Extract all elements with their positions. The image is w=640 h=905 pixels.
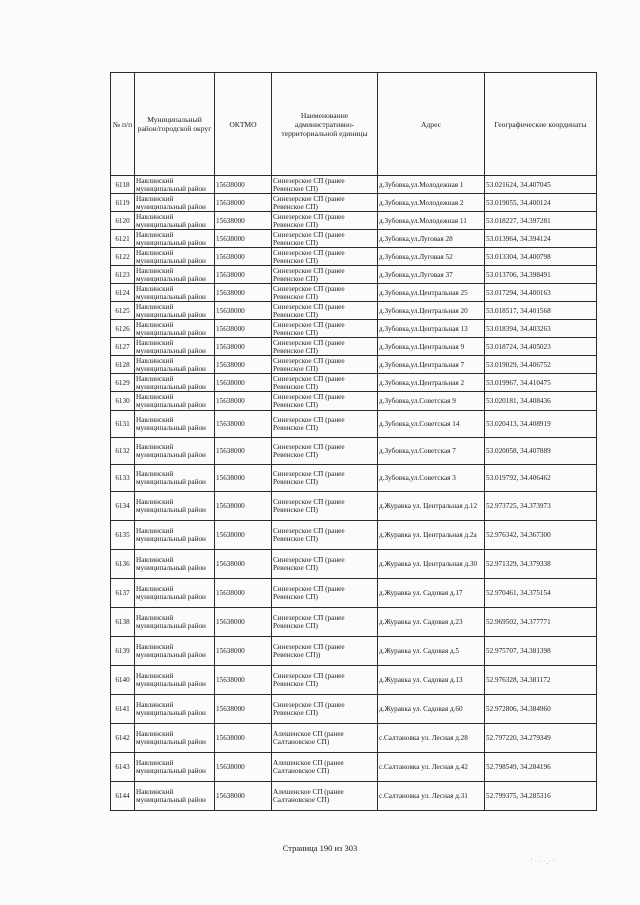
page-number: Страница 190 из 303 [282, 843, 358, 853]
cell-num: 6133 [111, 465, 135, 492]
cell-oktmo: 15638000 [215, 637, 272, 666]
cell-oktmo: 15638000 [215, 753, 272, 782]
cell-num: 6142 [111, 724, 135, 753]
cell-unit: Синезерское СП (ранее Ревенское СП) [272, 695, 378, 724]
cell-address: д.Зубовка,ул.Луговая 52 [378, 248, 485, 266]
cell-unit: Синезерское СП (ранее Ревенское СП)) [272, 637, 378, 666]
cell-coords: 53.018227, 34.397281 [485, 212, 597, 230]
cell-num: 6134 [111, 492, 135, 521]
cell-coords: 53.020413, 34.408919 [485, 411, 597, 438]
cell-unit: Синезерское СП (ранее Ревенское СП) [272, 212, 378, 230]
cell-coords: 53.018724, 34.405023 [485, 338, 597, 356]
cell-address: д.Журавка ул. Центральная д.12 [378, 492, 485, 521]
cell-district: Навлинский муниципальный район [135, 356, 215, 374]
table-row [111, 230, 597, 248]
cell-num: 6139 [111, 637, 135, 666]
cell-address: с.Салтановка ул. Лесная д.31 [378, 782, 485, 811]
cell-num: 6127 [111, 338, 135, 356]
cell-district: Навлинский муниципальный район [135, 753, 215, 782]
header-num: № п/п [111, 73, 135, 176]
table-row [111, 411, 597, 438]
table-row [111, 338, 597, 356]
table-row [111, 492, 597, 521]
table-row [111, 212, 597, 230]
cell-address: д.Зубовка,ул.Советская 7 [378, 438, 485, 465]
cell-oktmo: 15638000 [215, 411, 272, 438]
table-row [111, 320, 597, 338]
table-row [111, 724, 597, 753]
cell-coords: 53.018394, 34.403263 [485, 320, 597, 338]
cell-num: 6140 [111, 666, 135, 695]
cell-coords: 53.018517, 34.401568 [485, 302, 597, 320]
cell-unit: Алешенское СП (ранее Салтановское СП) [272, 782, 378, 811]
cell-unit: Синезерское СП (ранее Ревенское СП) [272, 338, 378, 356]
cell-address: д.Зубовка,ул.Советская 3 [378, 465, 485, 492]
cell-unit: Синезерское СП (ранее Ревенское СП) [272, 374, 378, 392]
cell-num: 6132 [111, 438, 135, 465]
cell-oktmo: 15638000 [215, 695, 272, 724]
cell-address: д.Зубовка,ул.Советская 9 [378, 392, 485, 411]
cell-district: Навлинский муниципальный район [135, 724, 215, 753]
cell-num: 6135 [111, 521, 135, 550]
table-row [111, 356, 597, 374]
cell-district: Навлинский муниципальный район [135, 521, 215, 550]
cell-oktmo: 15638000 [215, 465, 272, 492]
cell-address: д.Зубовка,ул.Молодежная 2 [378, 194, 485, 212]
cell-district: Навлинский муниципальный район [135, 284, 215, 302]
cell-coords: 52.799375, 34.285316 [485, 782, 597, 811]
cell-address: д.Зубовка,ул.Центральная 13 [378, 320, 485, 338]
cell-district: Навлинский муниципальный район [135, 465, 215, 492]
cell-oktmo: 15638000 [215, 521, 272, 550]
cell-district: Навлинский муниципальный район [135, 637, 215, 666]
table-row [111, 695, 597, 724]
cell-district: Навлинский муниципальный район [135, 302, 215, 320]
cell-district: Навлинский муниципальный район [135, 492, 215, 521]
cell-oktmo: 15638000 [215, 194, 272, 212]
cell-num: 6141 [111, 695, 135, 724]
table-row [111, 782, 597, 811]
table-row [111, 284, 597, 302]
cell-oktmo: 15638000 [215, 338, 272, 356]
cell-coords: 52.797220, 34.279349 [485, 724, 597, 753]
cell-num: 6122 [111, 248, 135, 266]
cell-unit: Синезерское СП (ранее Ревенское СП) [272, 465, 378, 492]
cell-address: с.Салтановка ул. Лесная д.42 [378, 753, 485, 782]
cell-coords: 52.969502, 34.377771 [485, 608, 597, 637]
cell-oktmo: 15638000 [215, 302, 272, 320]
table-row [111, 637, 597, 666]
cell-unit: Синезерское СП (ранее Ревенское СП) [272, 392, 378, 411]
cell-district: Навлинский муниципальный район [135, 550, 215, 579]
table-row [111, 302, 597, 320]
cell-district: Навлинский муниципальный район [135, 176, 215, 194]
cell-district: Навлинский муниципальный район [135, 230, 215, 248]
cell-address: д.Журавка ул. Центральная д.2а [378, 521, 485, 550]
cell-address: д.Журавка ул. Садовая д.13 [378, 666, 485, 695]
cell-unit: Синезерское СП (ранее Ревенское СП) [272, 411, 378, 438]
cell-coords: 52.798549, 34.284196 [485, 753, 597, 782]
cell-coords: 53.017294, 34.400163 [485, 284, 597, 302]
cell-coords: 53.020181, 34.408436 [485, 392, 597, 411]
table-row [111, 438, 597, 465]
cell-unit: Синезерское СП (ранее Ревенское СП) [272, 176, 378, 194]
table-row [111, 248, 597, 266]
cell-coords: 52.970461, 34.375154 [485, 579, 597, 608]
cell-address: с.Салтановка ул. Лесная д.28 [378, 724, 485, 753]
cell-coords: 53.019029, 34.406752 [485, 356, 597, 374]
header-oktmo: ОКТМО [215, 73, 272, 176]
cell-oktmo: 15638000 [215, 374, 272, 392]
cell-unit: Синезерское СП (ранее Ревенское СП) [272, 438, 378, 465]
table-header-row [111, 73, 597, 176]
cell-district: Навлинский муниципальный район [135, 695, 215, 724]
cell-district: Навлинский муниципальный район [135, 608, 215, 637]
cell-unit: Синезерское СП (ранее Ревенское СП) [272, 666, 378, 695]
cell-coords: 52.975707, 34.381398 [485, 637, 597, 666]
cell-district: Навлинский муниципальный район [135, 438, 215, 465]
table-body [111, 176, 597, 811]
cell-address: д.Журавка ул. Центральная д.30 [378, 550, 485, 579]
cell-address: д.Зубовка,ул.Центральная 2 [378, 374, 485, 392]
cell-address: д.Зубовка,ул.Центральная 25 [378, 284, 485, 302]
table-row [111, 266, 597, 284]
cell-num: 6119 [111, 194, 135, 212]
cell-address: д.Зубовка,ул.Советская 14 [378, 411, 485, 438]
cell-district: Навлинский муниципальный район [135, 666, 215, 695]
cell-address: д.Зубовка,ул.Молодежная 1 [378, 176, 485, 194]
cell-unit: Синезерское СП (ранее Ревенское СП) [272, 194, 378, 212]
cell-oktmo: 15638000 [215, 438, 272, 465]
cell-unit: Синезерское СП (ранее Ревенское СП) [272, 608, 378, 637]
cell-unit: Синезерское СП (ранее Ревенское СП) [272, 248, 378, 266]
cell-address: д.Журавка ул. Садовая д.23 [378, 608, 485, 637]
cell-oktmo: 15638000 [215, 579, 272, 608]
cell-district: Навлинский муниципальный район [135, 338, 215, 356]
cell-oktmo: 15638000 [215, 392, 272, 411]
cell-coords: 53.021624, 34.407045 [485, 176, 597, 194]
table-row [111, 579, 597, 608]
cell-oktmo: 15638000 [215, 266, 272, 284]
cell-unit: Алешенское СП (ранее Салтановское СП) [272, 724, 378, 753]
cell-district: Навлинский муниципальный район [135, 212, 215, 230]
cell-num: 6124 [111, 284, 135, 302]
cell-district: Навлинский муниципальный район [135, 374, 215, 392]
header-district: Муниципальный район/городской округ [135, 73, 215, 176]
cell-district: Навлинский муниципальный район [135, 194, 215, 212]
cell-unit: Синезерское СП (ранее Ревенское СП) [272, 356, 378, 374]
cell-num: 6118 [111, 176, 135, 194]
cell-unit: Синезерское СП (ранее Ревенское СП) [272, 550, 378, 579]
cell-num: 6144 [111, 782, 135, 811]
cell-oktmo: 15638000 [215, 492, 272, 521]
cell-district: Навлинский муниципальный район [135, 266, 215, 284]
cell-address: д.Зубовка,ул.Центральная 9 [378, 338, 485, 356]
cell-address: д.Журавка ул. Садовая д.60 [378, 695, 485, 724]
table-row [111, 176, 597, 194]
cell-district: Навлинский муниципальный район [135, 392, 215, 411]
cell-oktmo: 15638000 [215, 284, 272, 302]
cell-district: Навлинский муниципальный район [135, 411, 215, 438]
cell-num: 6126 [111, 320, 135, 338]
cell-num: 6143 [111, 753, 135, 782]
table-row [111, 666, 597, 695]
cell-address: д.Зубовка,ул.Луговая 37 [378, 266, 485, 284]
cell-address: д.Зубовка,ул.Молодежная 11 [378, 212, 485, 230]
table-row [111, 608, 597, 637]
cell-address: д.Журавка ул. Садовая д.5 [378, 637, 485, 666]
cell-oktmo: 15638000 [215, 248, 272, 266]
cell-oktmo: 15638000 [215, 782, 272, 811]
cell-oktmo: 15638000 [215, 356, 272, 374]
cell-coords: 53.020058, 34.407889 [485, 438, 597, 465]
cell-num: 6131 [111, 411, 135, 438]
cell-district: Навлинский муниципальный район [135, 248, 215, 266]
cell-coords: 53.013304, 34.400798 [485, 248, 597, 266]
cell-oktmo: 15638000 [215, 320, 272, 338]
cell-num: 6137 [111, 579, 135, 608]
cell-unit: Синезерское СП (ранее Ревенское СП) [272, 284, 378, 302]
cell-num: 6138 [111, 608, 135, 637]
registry-table [110, 72, 597, 811]
cell-coords: 53.013706, 34.398491 [485, 266, 597, 284]
table-row [111, 465, 597, 492]
cell-coords: 52.976342, 34.367300 [485, 521, 597, 550]
cell-num: 6136 [111, 550, 135, 579]
cell-unit: Алешенское СП (ранее Салтановское СП) [272, 753, 378, 782]
cell-oktmo: 15638000 [215, 212, 272, 230]
cell-unit: Синезерское СП (ранее Ревенское СП) [272, 266, 378, 284]
cell-num: 6128 [111, 356, 135, 374]
cell-address: д.Зубовка,ул.Центральная 20 [378, 302, 485, 320]
cell-coords: 52.976328, 34.381172 [485, 666, 597, 695]
cell-unit: Синезерское СП (ранее Ревенское СП) [272, 302, 378, 320]
table-row [111, 392, 597, 411]
cell-coords: 53.013964, 34.394124 [485, 230, 597, 248]
cell-unit: Синезерское СП (ранее Ревенское СП) [272, 320, 378, 338]
cell-oktmo: 15638000 [215, 550, 272, 579]
cell-coords: 53.019792, 34.406462 [485, 465, 597, 492]
cell-coords: 53.019055, 34.400124 [485, 194, 597, 212]
cell-coords: 53.019967, 34.410475 [485, 374, 597, 392]
cell-oktmo: 15638000 [215, 608, 272, 637]
table-row [111, 521, 597, 550]
cell-num: 6130 [111, 392, 135, 411]
header-address: Адрес [378, 73, 485, 176]
cell-address: д.Зубовка,ул.Луговая 28 [378, 230, 485, 248]
header-coords: Географические координаты [485, 73, 597, 176]
cell-oktmo: 15638000 [215, 724, 272, 753]
cell-num: 6121 [111, 230, 135, 248]
cell-num: 6120 [111, 212, 135, 230]
cell-address: д.Зубовка,ул.Центральная 7 [378, 356, 485, 374]
cell-address: д.Журавка ул. Садовая д.17 [378, 579, 485, 608]
cell-num: 6129 [111, 374, 135, 392]
cell-num: 6123 [111, 266, 135, 284]
table-row [111, 550, 597, 579]
cell-district: Навлинский муниципальный район [135, 579, 215, 608]
cell-oktmo: 15638000 [215, 230, 272, 248]
scan-marks: ' · · ·.· ' [531, 857, 555, 866]
table-row [111, 374, 597, 392]
table-row [111, 753, 597, 782]
header-unit: Наименование административно-территориальной единицы [272, 73, 378, 176]
cell-district: Навлинский муниципальный район [135, 782, 215, 811]
cell-coords: 52.971329, 34.379338 [485, 550, 597, 579]
cell-unit: Синезерское СП (ранее Ревенское СП) [272, 492, 378, 521]
cell-district: Навлинский муниципальный район [135, 320, 215, 338]
cell-oktmo: 15638000 [215, 176, 272, 194]
cell-num: 6125 [111, 302, 135, 320]
table-row [111, 194, 597, 212]
cell-unit: Синезерское СП (ранее Ревенское СП) [272, 230, 378, 248]
cell-coords: 52.973725, 34.373973 [485, 492, 597, 521]
cell-oktmo: 15638000 [215, 666, 272, 695]
cell-unit: Синезерское СП (ранее Ревенское СП) [272, 521, 378, 550]
cell-unit: Синезерское СП (ранее Ревенское СП) [272, 579, 378, 608]
cell-coords: 52.972806, 34.384960 [485, 695, 597, 724]
